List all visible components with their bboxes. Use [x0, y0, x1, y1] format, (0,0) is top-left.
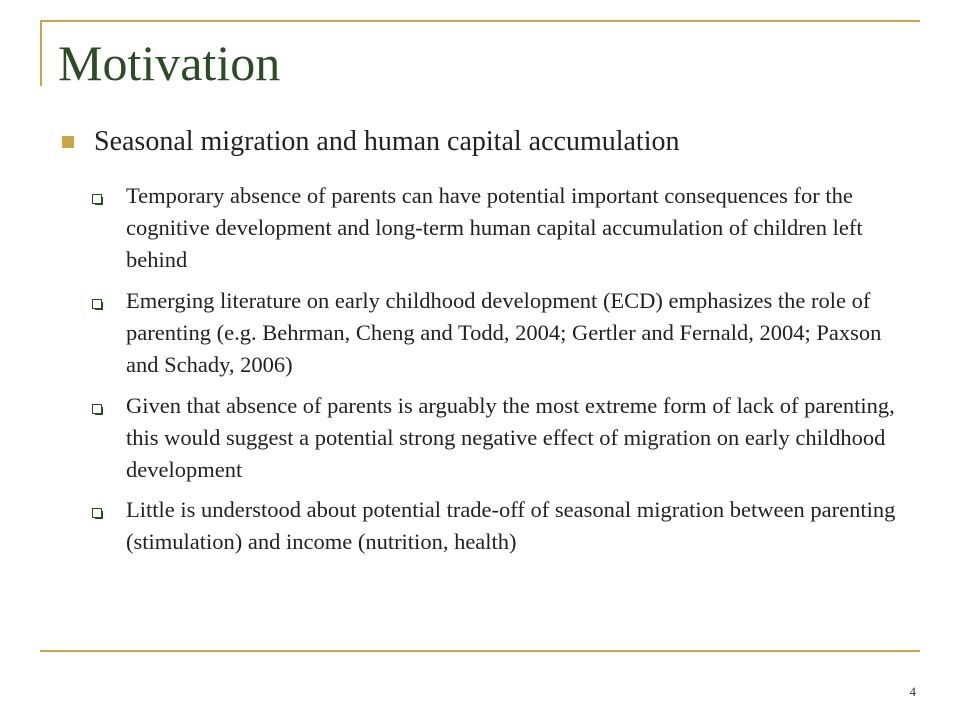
box-bullet-icon: [92, 299, 102, 309]
bottom-rule: [40, 650, 920, 652]
sub-bullet-item: [92, 285, 912, 381]
box-bullet-icon: [92, 404, 102, 414]
page-number: 4: [909, 684, 916, 699]
sub-bullet-text: Emerging literature on early childhood development (ECD) emphasizes the role of parenting (e.g. Behrman, Cheng and Todd, 2004; Gertler and Fernald, 2004; Paxson and Schady, 2006): [126, 287, 882, 377]
slide-title: Motivation: [58, 35, 281, 91]
sub-bullet-item: [92, 180, 912, 276]
left-rule: [40, 20, 42, 86]
box-bullet-icon: [92, 508, 102, 518]
sub-bullet-text: Temporary absence of parents can have potential important consequences for the cognitive development and long-term human capital accumulation of children left behind: [126, 183, 863, 272]
top-rule: [40, 20, 920, 22]
sub-bullet-text: Given that absence of parents is arguably the most extreme form of lack of parenting, this would suggest a potential strong negative effect of migration on early childhood development: [126, 392, 895, 482]
sub-bullet-item: [92, 494, 912, 558]
sub-bullet-list: [92, 180, 912, 567]
sub-bullet-text: Little is understood about potential trade-off of seasonal migration between parenting (stimulation) and income (nutrition, health): [126, 497, 896, 555]
main-bullet: [62, 124, 922, 159]
sub-bullet-item: [92, 390, 912, 486]
box-bullet-icon: [92, 194, 102, 204]
square-bullet-icon: [62, 136, 74, 148]
main-bullet-text: Seasonal migration and human capital accumulation: [94, 126, 680, 157]
